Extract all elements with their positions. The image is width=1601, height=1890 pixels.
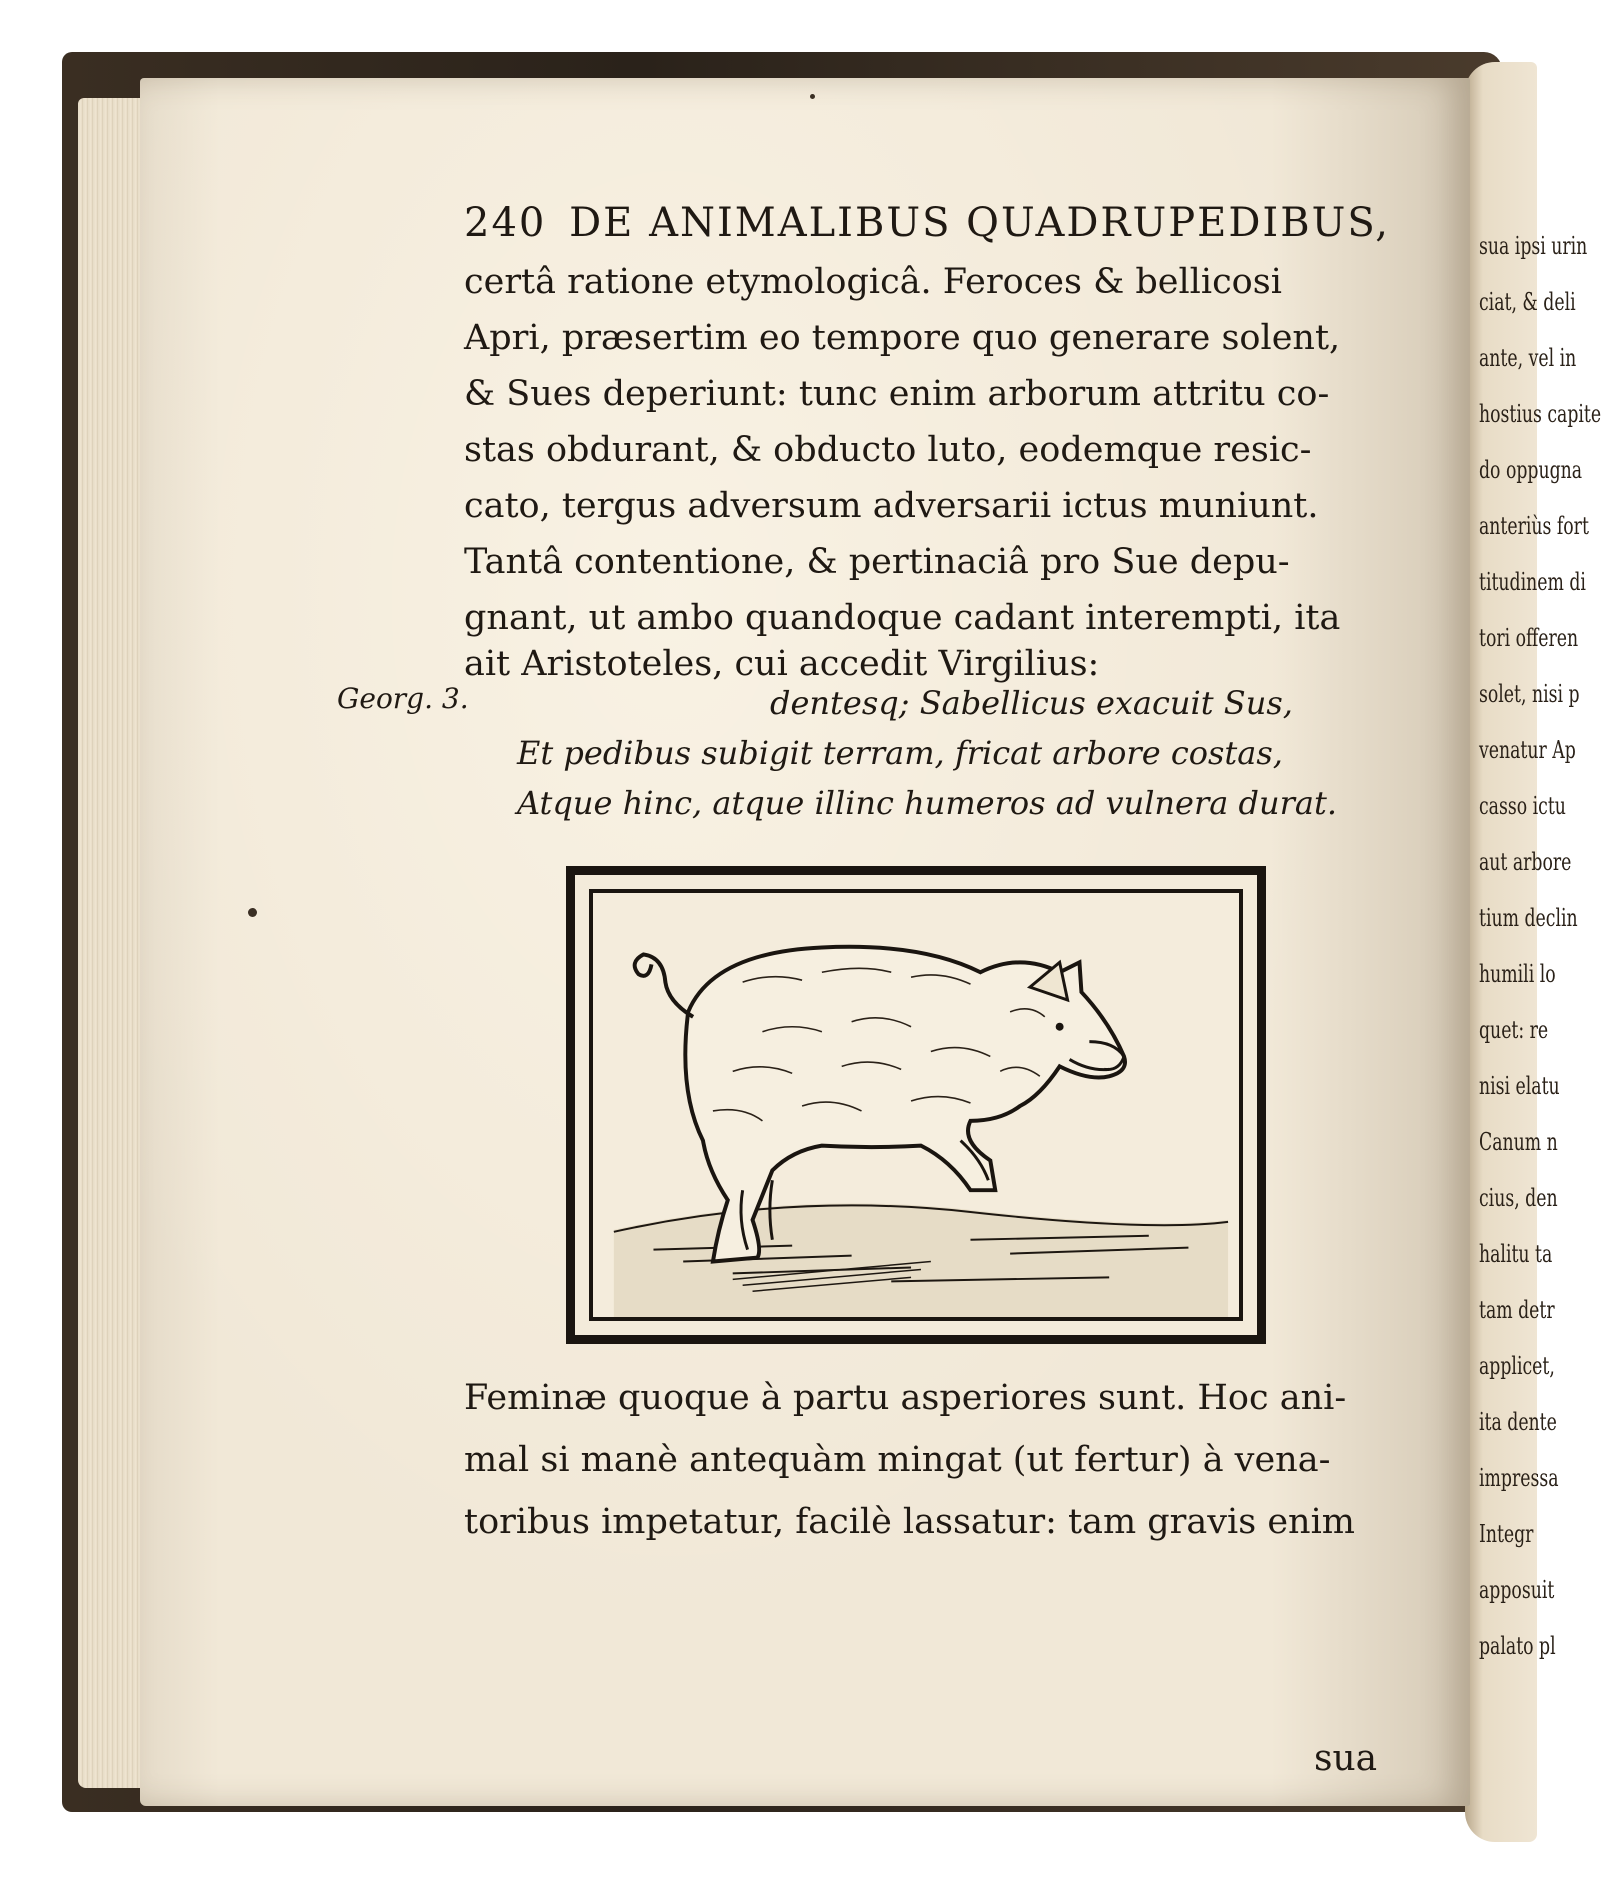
running-head [464,200,1391,246]
facing-page-line: nisi elatu [1479,1072,1560,1100]
catchword: sua [1314,1738,1378,1779]
facing-page-line: anteriùs fort [1479,512,1589,540]
facing-page-line: solet, nisi p [1479,680,1580,708]
text-line: mal si manè antequàm mingat (ut fertur) à vena- [464,1440,1331,1480]
facing-page-line: ita dente [1479,1408,1557,1436]
facing-page [1465,62,1601,1842]
text-line: cato, tergus adversum adversarii ictus muniunt. [464,486,1319,526]
facing-page-line: impressa [1479,1464,1559,1492]
facing-page-line: venatur Ap [1479,736,1576,764]
running-head-title: DE ANIMALIBUS QUADRUPEDIBUS, [569,200,1391,246]
facing-page-line: Integr [1479,1520,1534,1548]
facing-page-line: do oppugna [1479,456,1583,484]
verse-line: Atque hinc, atque illinc humeros ad vulnera durat. [517,784,1338,822]
facing-page-line: ante, vel in [1479,344,1577,372]
facing-page-line: palato pl [1479,1632,1556,1660]
facing-page-line: humili lo [1479,960,1556,988]
ink-speck [810,94,815,99]
facing-page-line: cius, den [1479,1184,1558,1212]
text-line: & Sues deperiunt: tunc enim arborum attritu co- [464,374,1330,414]
text-line: toribus impetatur, facilè lassatur: tam gravis enim [464,1502,1355,1542]
facing-page-line: apposuit [1479,1576,1555,1604]
verse-line: dentesq; Sabellicus exacuit Sus, [770,684,1293,722]
facing-page-line: Canum n [1479,1128,1558,1156]
page-number: 240 [464,200,547,246]
text-line: certâ ratione etymologicâ. Feroces & bellicosi [464,262,1282,302]
text-line: gnant, ut ambo quandoque cadant interempti, ita [464,598,1341,638]
boar-woodcut [566,866,1266,1344]
facing-page-line: aut arbore [1479,848,1572,876]
facing-page-line: hostius capite [1479,400,1601,428]
text-line: Tantâ contentione, & pertinaciâ pro Sue depu- [464,542,1290,582]
woodcut-inner-frame [589,889,1243,1321]
facing-page-line: halitu ta [1479,1240,1553,1268]
facing-page-line: titudinem di [1479,568,1586,596]
boar-illustration [593,893,1239,1317]
text-line: ait Aristoteles, cui accedit Virgilius: [464,644,1100,684]
text-line: stas obdurant, & obducto luto, eodemque resic- [464,430,1312,470]
facing-page-line: tium declin [1479,904,1578,932]
facing-page-line: applicet, [1479,1352,1555,1380]
facing-page-line: ciat, & deli [1479,288,1576,316]
facing-page-line: casso ictu [1479,792,1566,820]
margin-note: Georg. 3. [337,682,469,715]
facing-page-line: quet: re [1479,1016,1549,1044]
facing-page-line: tori offeren [1479,624,1579,652]
text-line: Feminæ quoque à partu asperiores sunt. Hoc ani- [464,1378,1347,1418]
facing-page-line: sua ipsi urin [1479,232,1588,260]
ink-speck [248,908,257,917]
verse-line: Et pedibus subigit terram, fricat arbore costas, [517,734,1283,772]
text-line: Apri, præsertim eo tempore quo generare solent, [464,318,1341,358]
facing-page-line: tam detr [1479,1296,1555,1324]
